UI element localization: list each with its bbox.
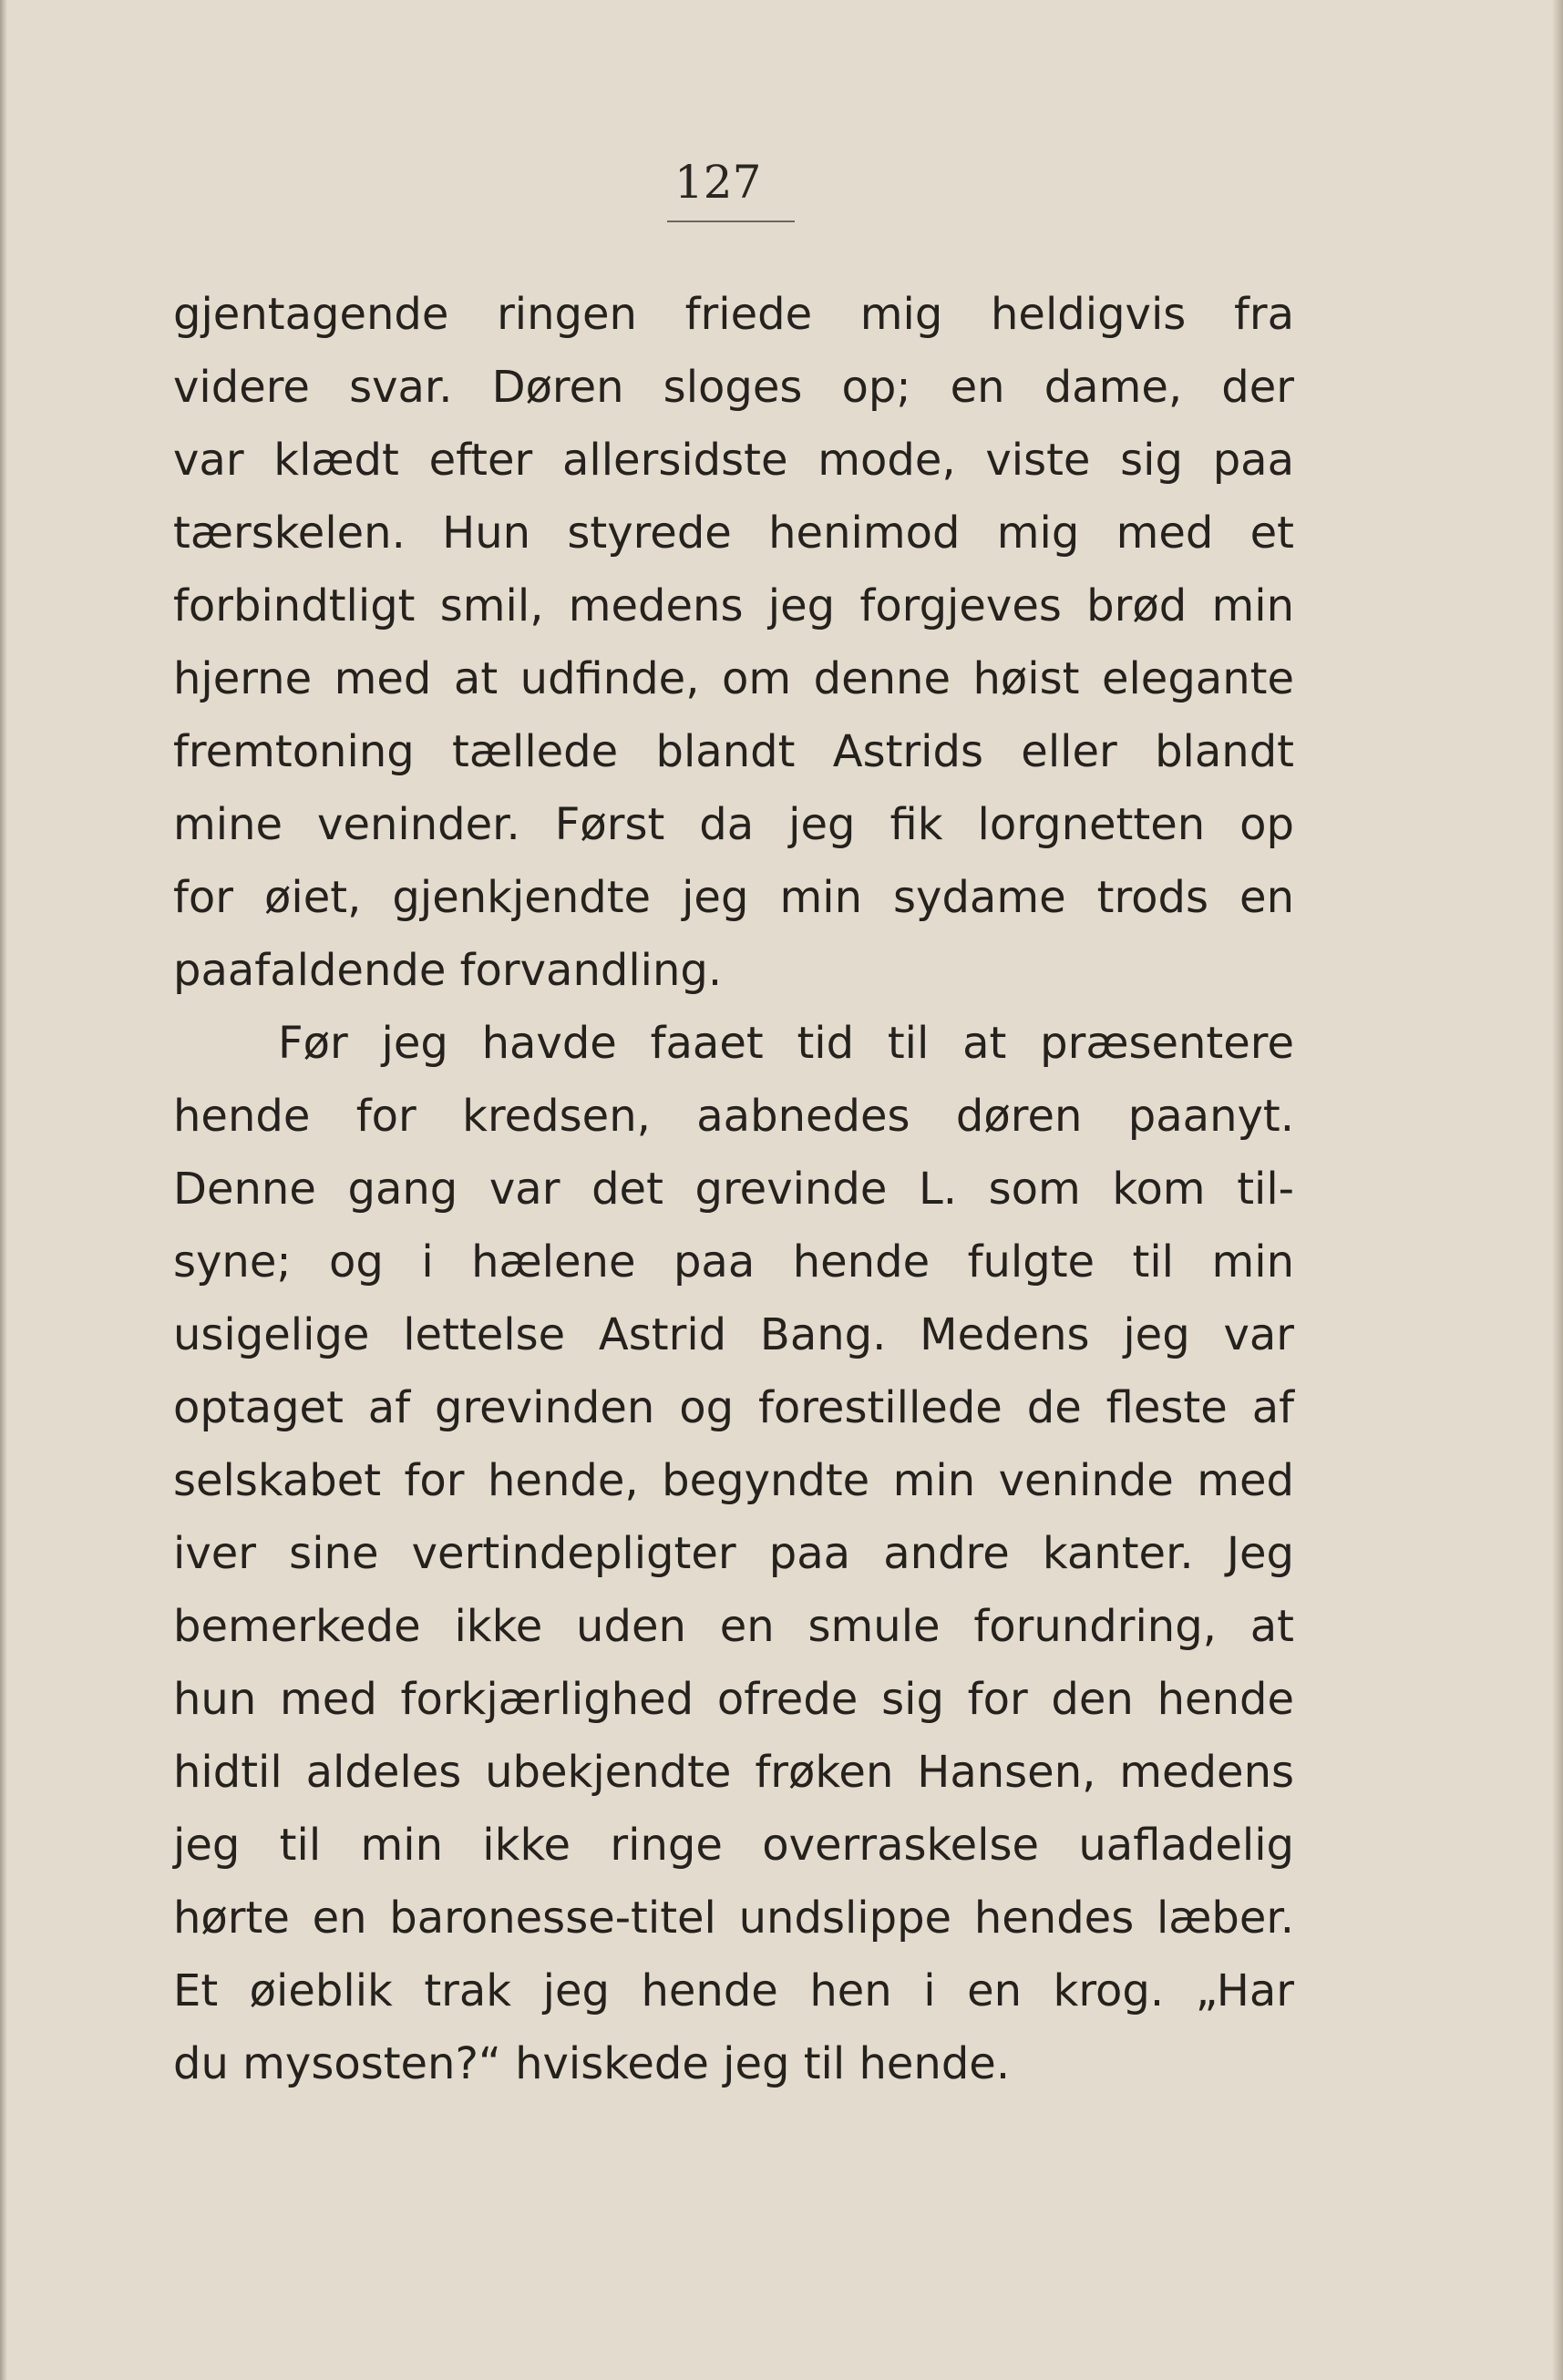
- text-line: gjentagende ringen friede mig heldigvis fra: [173, 289, 1294, 340]
- text-line: iver sine vertindepligter paa andre kanter. Jeg: [173, 1528, 1294, 1579]
- text-line: tærskelen. Hun styrede henimod mig med et: [173, 508, 1294, 559]
- text-line: forbindtligt smil, medens jeg forgjeves brød min: [173, 580, 1294, 631]
- text-line: hidtil aldeles ubekjendte frøken Hansen, medens: [173, 1747, 1294, 1798]
- text-line-paragraph-start: Før jeg havde faaet tid til at præsentere: [278, 1018, 1294, 1069]
- text-line: usigelige lettelse Astrid Bang. Medens jeg var: [173, 1309, 1294, 1360]
- body-text: [173, 278, 1294, 2100]
- text-line: Et øieblik trak jeg hende hen i en krog. „Har: [173, 1965, 1294, 2016]
- text-line: hørte en baronesse-titel undslippe hendes læber.: [173, 1893, 1294, 1944]
- text-line: hende for kredsen, aabnedes døren paanyt.: [173, 1091, 1294, 1142]
- text-line: fremtoning tællede blandt Astrids eller blandt: [173, 726, 1294, 777]
- text-line: bemerkede ikke uden en smule forundring, at: [173, 1601, 1294, 1652]
- page-edge-shadow: [1552, 0, 1563, 2380]
- page-spine-shadow: [0, 0, 7, 2380]
- text-line: optaget af grevinden og forestillede de fleste af: [173, 1382, 1294, 1433]
- text-line: for øiet, gjenkjendte jeg min sydame trods en: [173, 872, 1294, 923]
- page-number-underline: [667, 221, 795, 222]
- text-line: var klædt efter allersidste mode, viste sig paa: [173, 435, 1294, 486]
- text-line-paragraph-end: paafaldende forvandling.: [173, 945, 723, 996]
- text-line: hun med forkjærlighed ofrede sig for den hende: [173, 1674, 1294, 1725]
- text-line: hjerne med at udfinde, om denne høist elegante: [173, 653, 1294, 704]
- text-line: videre svar. Døren sloges op; en dame, der: [173, 362, 1294, 413]
- text-line: Denne gang var det grevinde L. som kom til-: [173, 1164, 1294, 1215]
- text-line: jeg til min ikke ringe overraskelse uafladelig: [173, 1820, 1294, 1871]
- text-line: mine veninder. Først da jeg fik lorgnetten op: [173, 799, 1294, 850]
- page-number: 127: [674, 156, 762, 209]
- text-line: syne; og i hælene paa hende fulgte til min: [173, 1236, 1294, 1287]
- text-line-paragraph-end: du mysosten?“ hviskede jeg til hende.: [173, 2038, 1011, 2089]
- text-line: selskabet for hende, begyndte min veninde med: [173, 1455, 1294, 1506]
